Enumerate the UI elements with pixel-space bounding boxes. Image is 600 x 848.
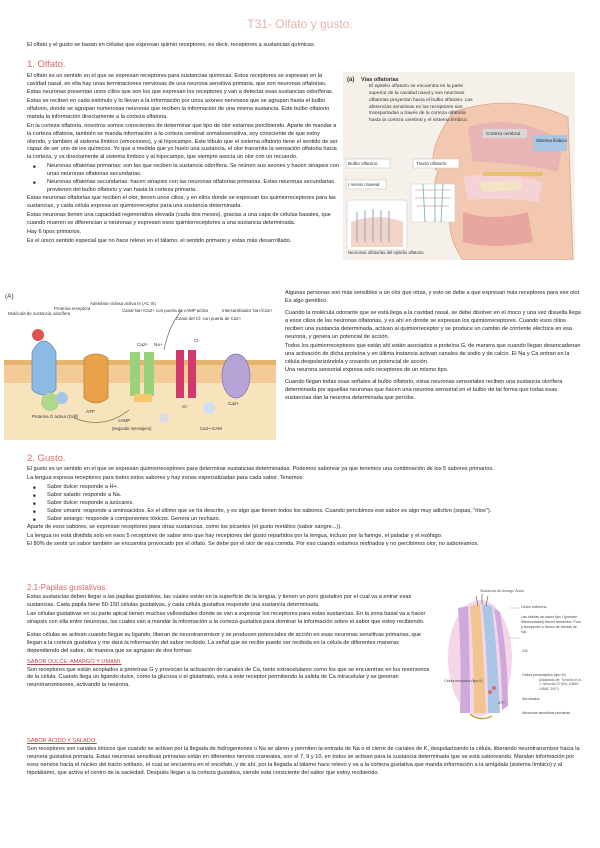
gusto-bullets <box>27 484 582 524</box>
tlabel-na: Na+ <box>154 342 163 347</box>
papilas-para: Estas sustancias deben llegar a las papilas gustativas, las cuales están en la superficie de la lengua, y tienen un poro gustativo por el cual va a entrar esas sustancias. Cada papila tiene 50-150 células gustativas, y cada célula gustativa responde una sustancia determinada. <box>27 594 412 608</box>
olfato-text <box>27 73 339 247</box>
taste-bud-drawing <box>440 588 585 728</box>
bud-label-gi2: Gi2 <box>522 649 528 653</box>
papilas-para: Son receptores que están acoplados a proteínas G y provocan la activación de canales de Ca, tanto extracelulares como los que se encuentran en los reservorios de la célula. Cuando llega un ligando dulce, como la glucosa o el glutamato, esta a este receptor permitiendo la salida de Ca intracelular y se generan neurotransmisores, activando la neurona. <box>27 666 430 689</box>
list-item: ■ Sabor dulce: responde a azúcares. <box>47 500 582 508</box>
gusto-para: La lengua expresa receptores para todos estos sabores y hay zonas especializadas para cada sabor. Tenemos: <box>27 474 304 481</box>
olfato-para: Es el único sentido especial que no hace relevo en el tálamo, el sentido primario y estas más desarrollado. <box>27 237 292 244</box>
acid-salt-heading: SABOR ÁCIDO Y SALADO: <box>27 738 97 744</box>
list-item: ■ Sabor umami: responde a aminoácidos. Es el último que se ha descrito, y es algo que tienen todos los sabores. Cuando percibimos ese sabor es algo muy adictivo (sopas, "ritos"). <box>47 508 582 516</box>
figure-label: (a) <box>347 77 355 83</box>
tlabel-intercambiador: Intercambiador Na+/Ca2+ <box>222 308 273 313</box>
olfato-para: Estas neuronas tienen una capacidad regenerativa elevada (cada dos meses), gracias a una capa de células basales, que cuando mueren se diferencian a neuronas y expresan esos quimiorreceptores a una sustancia determinada. <box>27 211 331 226</box>
olfato-right-para: Todos los quimiorreceptores que están ahí están asociados a proteína G, de manera que cuando llegan desencadenan una activación de dicha proteína y en última instancia activan canales de sodio y de calcio. El Na y Ca entran en la célula despolarizándola y creando un potencial de acción. <box>285 342 581 365</box>
olfato-para: Estas neuronas olfatorias que reciben el olor, tienen unos cilios, y en ellos donde se expresan los quimiorreceptores para las sustancias, y cada célula expresa un quimiorreceptor para una sustancia determinada. <box>27 195 336 209</box>
sweet-bitter-umami-heading: SABOR DULCE, AMARGO Y UMAMI: <box>27 658 122 665</box>
olfato-right-text <box>285 290 585 404</box>
olfato-heading: 1. Olfato. <box>27 59 66 70</box>
tlabel-adenilato: Adenilato-ciclasa activa III (AC III) <box>90 301 156 306</box>
papilas-text <box>27 594 432 691</box>
gusto-para: El gusto es un sentido en el que se expresan quimiorreceptores para determinar sustancias determinadas. Podemos saborear ya que tenemos una combinación de los 5 sabores primarios. <box>27 466 494 472</box>
tlabel-camp: cAMP <box>118 418 131 423</box>
gusto-text <box>27 466 582 550</box>
label-neuronas: Neuronas olfatorias del epitelio olfatorio <box>348 250 424 255</box>
acid-salt-block <box>27 735 582 779</box>
list-item: ■ Sabor amargo: responde a componentes tóxicos. Genera un rechazo. <box>47 516 582 524</box>
bud-label-sustancia: Sustancia de Amargo Ácido <box>480 589 525 593</box>
papilas-heading: 2.1-Papilas gustativas. <box>27 583 108 592</box>
olfactory-transduction-figure <box>4 290 276 440</box>
olfato-right-para: Una neurona sensorial expresa solo receptores de un mismo tipo. <box>285 367 449 374</box>
tlabel-ca: Ca2+ <box>137 342 149 347</box>
bud-label-atp: ATP <box>498 701 505 705</box>
tlabel-atp: ATP <box>86 409 95 414</box>
olfato-right-para: Cuando la molécula odorante que se está llega a la cavidad nasal, se debe disolver en el moco y una vez disuelta llega a esos cilios de las neuronas olfatorias, y es ahí en donde se expresan los quimiorreceptores. Cuando esos cilios reciben una sustancia determinada, activan al quimiorreceptor y se produce un cambio de corriente eléctrica en esa neurona, y genera un potencial de acción. <box>285 309 581 340</box>
tlabel-canal-cl: Canal del Cl- con puerta de Ca2+ <box>176 316 242 321</box>
bud-label-presinaptica: Célula presináptica (tipo III) <box>522 673 566 677</box>
tlabel-proteina: Proteína receptora <box>54 306 91 311</box>
gusto-para: La lengua no está dividida solo en esos 5 receptores de sabor sino que hay receptores del gusto repartidos por la lengua, incluso por la faringe, el paladar y el esófago. <box>27 532 443 539</box>
tlabel-canal-na: Canal Na+/Ca2+ con puerta de cAMP activo <box>122 308 209 313</box>
figure-label: (A) <box>5 293 14 300</box>
olfato-right-para: Algunas personas son más sensibles a un olor que otras, y esto se debe a que expresan más receptores para ese olor. Es algo genético. <box>285 290 581 304</box>
bud-label-receptora: Célula receptora (tipo II) <box>444 679 483 683</box>
gusto-para: El 80% de sentir un sabor también se encuentra provocado por el olfato. Se debe por el olor de esa comida. Por eso cuando estamos resfriados y no percibimos olor, no saboreamos. <box>27 541 479 548</box>
figure-caption: El epitelio olfatorio se encuentra en la parte superior de la cavidad nasal y sus neuronas olfatorias proyectan hacia el bulbo olfatorio. Las aferencias sensitivas en los receptores son transportadas a través de la corteza olfatoria hasta la corteza cerebral y el sistema límbico. <box>369 84 473 124</box>
olfato-bullets <box>27 163 339 195</box>
papilas-para: Son receptores son canales iónicos que cuando se activan por la llegada de hidrogeniones o Na se abren y permiten la entrada de Na o el cierre de canales de K, despolarizando la célula, liberando neurotransmisor hacia la neurona gustativa primaria. Estas neuronas sensitivas primarias están en diferentes nervios craneales, son el 7, 9 y 10, en todos se activan para la sustancia determinada que se está saboreando. Mandan información por esos nervios hacia el núcleo del tracto solitario, el cual se encuentra en el encéfalo, y de ahí, por la llegada al tálamo hace relevo y va a la corteza gustativa que manda información a la amígdala (sistema límbico) y al hipotálamo, que activa el centro de la saciedad. Después llegan a la corteza gustativa, siendo esta consciente del sabor que estoy recibiendo. <box>27 745 580 776</box>
bud-label-tipo1: Las células de sabor tipo I (pueden diferenciación) tienen alrededor: Poro y receptores o tronco de células de Na. <box>521 615 581 634</box>
tlabel-ca-cam: Ca2+-CAM <box>200 426 222 431</box>
papilas-para: Las células gustativas en su parte apical tienen muchas vellosidades donde se van a expresar los receptores para estas sustancias. En la zona basal va a hacer sinapsis con ella entre neuronas, las cuales van a mandar la información a la corteza gustativa para dominar la información sobre el sabor que estoy recibiendo. <box>27 610 426 625</box>
tlabel-molecula: Molécula de sustancia odorífera <box>8 311 71 316</box>
figure-title: Vías olfatorias <box>361 77 399 83</box>
tlabel-cl-in: Cl- <box>182 404 188 409</box>
label-limbico: Sistema límbico <box>536 138 567 143</box>
olfato-para: El olfato es un sentido en el que se expresan receptores para sustancias químicas. Estos receptores se expresan en la cavidad nasal, en ella hay unas terminaciones nerviosas de una neurona sensitiva primaria, que son neuronas olfatorias. Estas neuronas presentan unos cilios que son los que expresan los receptores y van a detectar esas sustancias odoríferas. <box>27 73 334 95</box>
bud-label-union: Unión estrecha <box>521 605 547 609</box>
olfactory-pathway-figure <box>343 72 575 260</box>
olfato-right-para: Cuando llegan todas esas señales al bulbo olfatorio, estas neuronas sensoriales reciben una sustancia olorífera determinada por aquellas neuronas que hacen una neurona sensorial en el bulbo de tal forma que todas esas sustancias dan la neurona determinada que percibe. <box>285 379 563 402</box>
taste-bud-figure <box>440 588 585 728</box>
bud-label-serotonina: Serotonina <box>522 697 540 701</box>
list-item: ■ Sabor dulce: responde a H+. <box>47 484 582 492</box>
label-bulbo: Bulbo olfatorio <box>348 161 378 166</box>
tlabel-cl: Cl- <box>194 338 200 343</box>
transduction-drawing <box>4 290 276 440</box>
bud-credit: (Adaptado de: Tomchik et al, J. Neurosci 27(40): 10840-10848, 2007) <box>539 678 582 691</box>
label-tracto: Tracto olfatorio <box>416 161 447 166</box>
olfato-para: Estas se reciben en cada estímulo y lo llevan a la información por unos axones nerviosos que se agrupan hasta el bulbo olfatorio, donde se agrupan numerosas neuronas que reciben la información de una misma sustancia. Este bulbo olfatorio manda la información directamente a la corteza olfatoria. <box>27 97 330 120</box>
olfato-para: Hay 6 tipos primarios. <box>27 228 82 235</box>
papilas-para: Estas células se activan cuando llegue su ligando, liberan de neurotransmisor y se producen potenciales de acción en esas neuronas sensitivas primarias, que llegan a la corteza gustativa y me dará la información del sabor recibido. La señal que se recibe puede ser recibida en la célula de diferentes maneras dependiendo del sabor, de manera que se agrupan de dos formas: <box>27 631 421 654</box>
olfato-para: En la corteza olfatoria, nosotros somos conscientes de determinar que tipo de olor estamos percibiendo. Aparte de mandar a la corteza olfatoria, también se manda información a la corteza cerebral somatosensitiva, soy consciente de que estoy oliendo, y también al sistema límbico (emociones), y al hipocampo. Este lóbulo que el sistema olfatorio tiene el sentido de ser capaz de ser uno de los químicos. Yo que a medida que yo huelo una sustancia, el olor transmite la sensación olfatoria hacia la corteza, y va directamente al sistema límbico y al hipocampo, que siempre asocia un olor con un recuerdo. <box>27 122 338 161</box>
tlabel-ca-in: Ca2+ <box>228 401 240 406</box>
label-corteza: Corteza cerebral <box>486 131 520 136</box>
gusto-para: Aparte de esos sabores, se expresan receptores para otras sustancias, como los picantes (el gusto metálico (sabor sangre...)). <box>27 523 342 530</box>
list-item: ■ Sabor salado: responde a Na. <box>47 492 582 500</box>
tlabel-segundo: (segundo mensajero) <box>112 426 152 431</box>
gusto-heading: 2. Gusto. <box>27 453 66 464</box>
label-nervio: I nervio craneal <box>348 182 380 187</box>
page-title: T31- Olfato y gusto. <box>247 17 353 31</box>
bud-label-neuronas: Neuronas sensitivas primarias <box>522 711 571 715</box>
list-item: ■ Neuronas olfatorias primarias: son las que reciben la sustancia odorífera. Se reúnen sus axones y hacen sinapsis con unas neuronas olfatorias secundarias. <box>47 163 339 179</box>
intro-text: El olfato y el gusto se basan en células que expresan quimio receptores, es decir, receptores a sustancias químicas. <box>27 42 316 48</box>
tlabel-proteina-g: Proteína G activa (Golf) <box>32 414 79 419</box>
list-item: ■ Neuronas olfatorias secundarias: hacen sinapsis con las neuronas olfatorias primarias. Estas neuronas secundarias provienen del bulbo olfatorio y van hasta la corteza primaria. <box>47 179 339 195</box>
